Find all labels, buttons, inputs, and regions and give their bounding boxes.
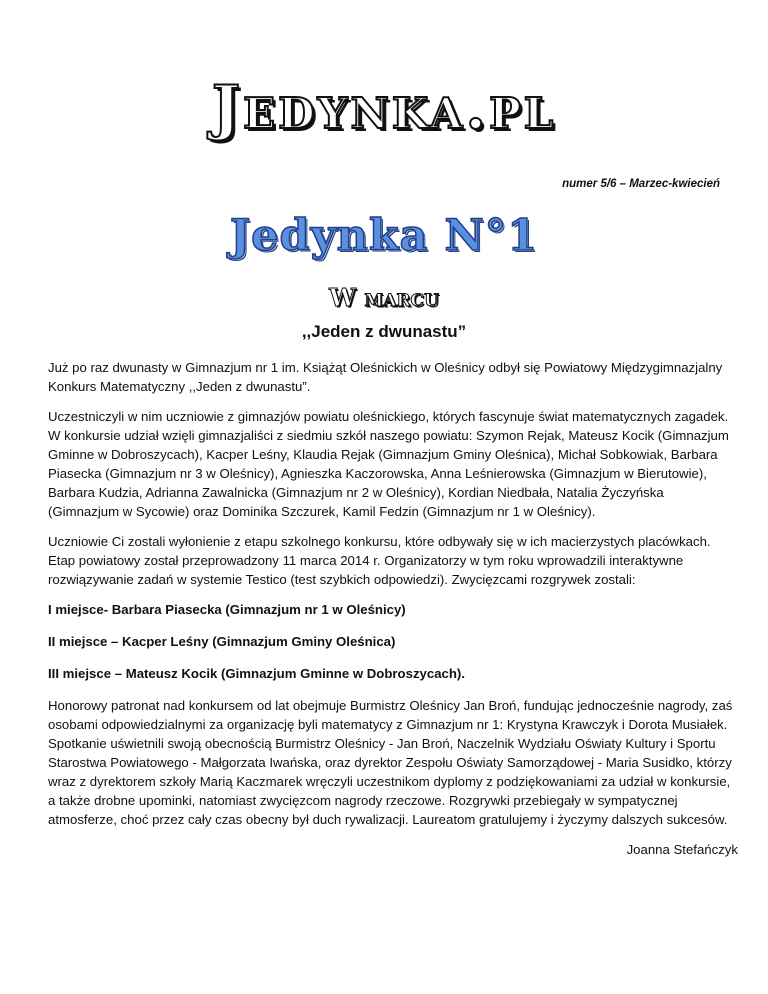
- article-title: ,,Jeden z dwunastu”: [301, 322, 467, 341]
- article-paragraph: Uczestniczyli w nim uczniowie z gimnazjów powiatu oleśnickiego, których fascynuje świat matematycznych zagadek. W konkursie udział wzięli gimnazjaliści z siedmiu szkół naszego powiatu: Szymon Rejak, Mateusz Kocik (Gimnazjum Gminne w Dobroszycach), Kacper Leśny, Klaudia Rejak (Gimnazjum Gminy Oleśnica), Michał Sobkowiak, Barbara Piasecka (Gimnazjum nr 3 w Oleśnicy), Agnieszka Kaczorowska, Anna Leśnierowska (Gimnazjum w Bierutowie), Barbara Kudzia, Adrianna Zawalnicka (Gimnazjum nr 2 w Oleśnicy), Kordian Niedbała, Natalia Życzyńska (Gimnazjum w Sycowie) oraz Dominika Szczurek, Kamil Fedzin (Gimnazjum nr 1 w Oleśnicy).: [48, 409, 729, 519]
- article-paragraph: Już po raz dwunasty w Gimnazjum nr 1 im. Książąt Oleśnickich w Oleśnicy odbył się Powiatowy Międzygimnazjalny Konkurs Matematyczny ,,Jeden z dwunastu”.: [48, 360, 723, 394]
- article-body: [48, 358, 738, 870]
- article-paragraph: Uczniowie Ci zostali wyłonienie z etapu szkolnego konkursu, które odbywały się w ich macierzystych placówkach. Etap powiatowy został przeprowadzony 11 marca 2014 r. Organizatorzy w tym roku wprowadzili interaktywne rozwiązywanie zadań w systemie Testico (test szybkich odpowiedzi). Zwycięzcami rozgrywek zostali:: [48, 534, 711, 587]
- newsletter-subtitle: Jedynka N°1: [229, 211, 539, 261]
- section-heading: W marcu: [329, 283, 439, 312]
- winner-first-place: I miejsce- Barbara Piasecka (Gimnazjum nr 1 w Oleśnicy): [48, 602, 406, 617]
- article-author: Joanna Stefańczyk: [626, 842, 738, 857]
- masthead-title: Jedynka.pl: [211, 73, 557, 143]
- winner-second-place: II miejsce – Kacper Leśny (Gimnazjum Gminy Oleśnica): [48, 634, 396, 649]
- winner-third-place: III miejsce – Mateusz Kocik (Gimnazjum Gminne w Dobroszycach).: [48, 666, 465, 681]
- article-paragraph: Honorowy patronat nad konkursem od lat obejmuje Burmistrz Oleśnicy Jan Broń, fundując jednocześnie nagrody, zaś osobami odpowiedzialnymi za organizację byli matematycy z Gimnazjum nr 1: Krystyna Krawczyk i Dorota Musiałek. Spotkanie uświetnili swoją obecnością Burmistrz Oleśnicy - Jan Broń, Naczelnik Wydziału Oświaty Kultury i Sportu Starostwa Powiatowego - Małgorzata Iwańska, oraz dyrektor Zespołu Oświaty Samorządowej - Maria Susidko, którzy wraz z dyrektorem szkoły Marią Kaczmarek wręczyli uczestnikom dyplomy z podziękowaniami za udział w konkursie, a także drobne upominki, natomiast zwycięzcom nagrody rzeczowe. Rozgrywki przebiegały w sympatycznej atmosferze, choć przez cały czas obecny był duch rywalizacji. Laureatom gratulujemy i życzymy dalszych sukcesów.: [48, 698, 733, 827]
- issue-number: numer 5/6 – Marzec-kwiecień: [562, 178, 720, 190]
